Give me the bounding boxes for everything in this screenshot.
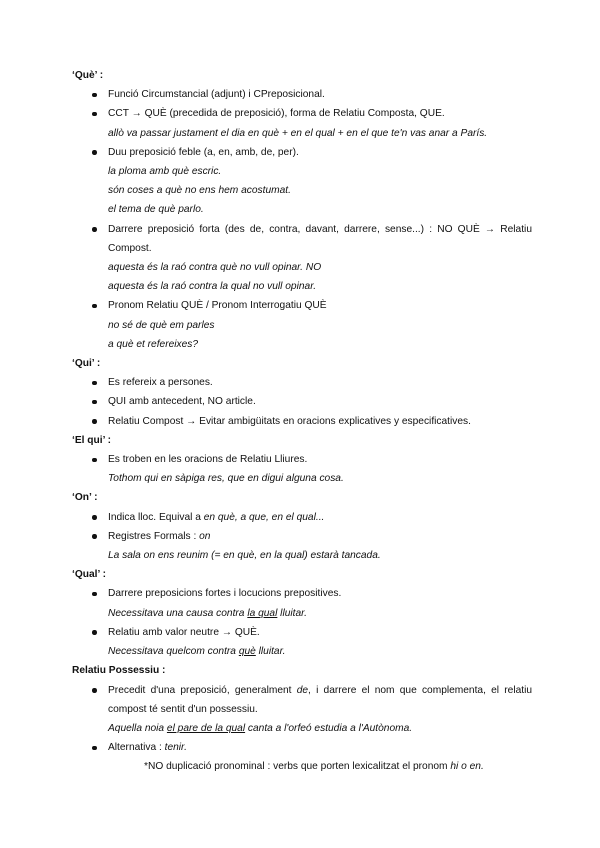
item-text: Precedit d'una preposició, generalment	[108, 684, 297, 696]
example-text: no sé de què em parles	[108, 319, 215, 331]
item-text: Pronom Relatiu QUÈ / Pronom Interrogatiu QUÈ	[108, 300, 327, 312]
example-underlined: el pare de la qual	[166, 722, 246, 734]
example-part: lluitar.	[277, 607, 307, 619]
item-text: QUI amb antecedent, NO article.	[108, 396, 256, 408]
list-item	[72, 681, 532, 739]
list-item	[72, 412, 532, 431]
item-italic-text: en què, a que, en el qual...	[203, 511, 325, 523]
list-item	[72, 527, 532, 565]
section-list-qui	[72, 373, 532, 431]
example-text	[108, 642, 532, 661]
item-text: Es refereix a persones.	[108, 377, 213, 389]
footnote	[72, 757, 532, 776]
list-item	[72, 143, 532, 220]
section-heading-on	[72, 488, 532, 507]
example-part: canta a l'orfeó estudia a l'Autònoma.	[245, 722, 413, 734]
example-text: el tema de què parlo.	[108, 204, 204, 216]
item-text: Duu preposició feble (a, en, amb, de, per).	[108, 146, 299, 158]
list-item	[72, 623, 532, 661]
heading-text: ‘Què’	[72, 70, 97, 81]
list-item	[72, 104, 532, 142]
example-text: la ploma amb què escric.	[108, 166, 222, 178]
example-text: Tothom qui en sàpiga res, que en digui alguna cosa.	[108, 473, 344, 485]
list-item	[72, 85, 532, 104]
heading-colon: :	[99, 569, 106, 581]
item-text: , i darrere el nom que complementa, el relatiu compost té sentit d'un possessiu.	[108, 684, 533, 715]
heading-colon: :	[91, 492, 98, 504]
heading-colon: :	[94, 358, 101, 370]
heading-text: ‘El qui’	[72, 434, 105, 446]
footnote-text: *NO duplicació pronominal : verbs que porten lexicalitzat el pronom	[144, 761, 451, 773]
section-heading-qui	[72, 354, 532, 373]
list-item	[72, 584, 532, 622]
item-text: Es troben en les oracions de Relatiu Lliures.	[108, 454, 308, 466]
example-text	[108, 719, 532, 738]
list-item	[72, 220, 532, 297]
item-text: Darrere preposició forta (des de, contra, davant, darrere, sense...) : NO QUÈ → Relatiu Compost.	[108, 223, 532, 254]
item-text: Relatiu Compost → Evitar ambigüitats en oracions explicatives y especificatives.	[108, 415, 471, 427]
heading-text: Relatiu Possessiu	[72, 665, 160, 677]
example-underlined: la qual	[247, 607, 278, 619]
heading-colon: :	[96, 70, 104, 81]
item-text: Darrere preposicions fortes i locucions prepositives.	[108, 588, 342, 600]
example-underlined: què	[238, 646, 256, 658]
item-text: CCT → QUÈ (precedida de preposició), forma de Relatiu Composta, QUE.	[108, 108, 445, 120]
list-item	[72, 296, 532, 354]
example-part: Necessitava quelcom contra	[108, 646, 239, 658]
item-text: Indica lloc. Equival a	[108, 511, 204, 523]
list-item	[72, 392, 532, 411]
section-list-qual	[72, 584, 532, 661]
document-content	[72, 66, 532, 777]
example-text: aquesta és la raó contra què no vull opinar. NO	[108, 262, 322, 274]
item-text: Alternativa :	[108, 742, 165, 754]
section-list-relatiu-possessiu	[72, 681, 532, 758]
example-text: allò va passar justament el dia en què + en el qual + en el que te'n vas anar a París.	[108, 127, 488, 139]
section-list-el-qui	[72, 450, 532, 488]
example-part: Necessitava una causa contra	[108, 607, 248, 619]
heading-text: ‘Qui’	[72, 358, 95, 370]
example-part: Aquella noia	[108, 722, 167, 734]
heading-colon: :	[159, 665, 166, 677]
section-heading-el-qui	[72, 431, 532, 450]
heading-text: ‘Qual’	[72, 569, 100, 581]
example-text: a què et refereixes?	[108, 338, 199, 350]
section-heading-relatiu-possessiu	[72, 661, 532, 680]
list-item	[72, 450, 532, 488]
list-item	[72, 373, 532, 392]
section-list-on	[72, 508, 532, 566]
section-heading-que	[72, 66, 532, 85]
example-text: aquesta és la raó contra la qual no vull opinar.	[108, 281, 317, 293]
footnote-italic-text: hi o en.	[450, 761, 484, 773]
example-part: lluitar.	[255, 646, 286, 658]
item-text: Funció Circumstancial (adjunt) i CPreposicional.	[108, 89, 325, 101]
example-text	[108, 604, 532, 623]
heading-colon: :	[104, 434, 112, 446]
section-list-que	[72, 85, 532, 354]
list-item	[72, 508, 532, 527]
item-text: Registres Formals :	[108, 530, 200, 542]
heading-text: ‘On’	[72, 492, 92, 504]
list-item	[72, 738, 532, 757]
section-heading-qual	[72, 565, 532, 584]
example-text: són coses a què no ens hem acostumat.	[108, 185, 291, 197]
example-text: La sala on ens reunim (= en què, en la qual) estarà tancada.	[108, 550, 381, 562]
item-italic-text: on	[199, 530, 211, 542]
item-italic-text: tenir.	[164, 742, 187, 754]
item-italic-text: de	[296, 684, 309, 696]
item-text: Relatiu amb valor neutre → QUÈ.	[108, 626, 260, 638]
